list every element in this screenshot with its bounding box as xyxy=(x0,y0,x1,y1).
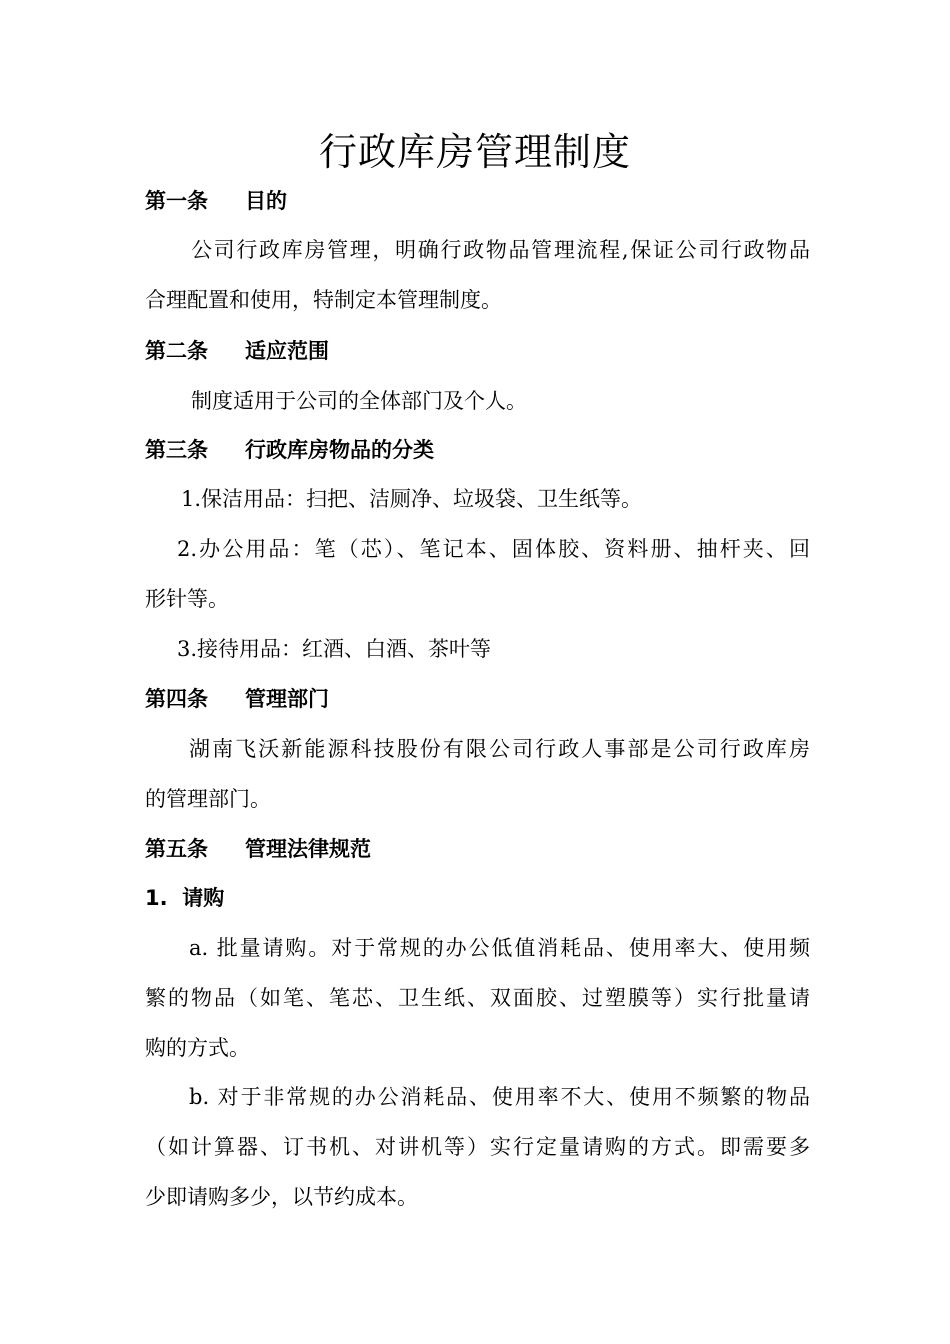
subsection-heading: 1. 请购 xyxy=(145,886,225,910)
paragraph-line: 购的方式。 xyxy=(145,1036,250,1060)
paragraph-line: 公司行政库房管理，明确行政物品管理流程,保证公司行政物品 xyxy=(191,238,810,262)
list-item-continuation: 形针等。 xyxy=(145,587,229,611)
list-item: 3.接待用品：红酒、白酒、茶叶等 xyxy=(177,637,492,661)
section-heading-1 xyxy=(145,186,810,216)
section-title: 目的 xyxy=(245,189,287,213)
list-item: 2.办公用品：笔（芯）、笔记本、固体胶、资料册、抽杆夹、回 xyxy=(177,537,810,561)
section-number: 第二条 xyxy=(145,339,208,363)
section-heading-4 xyxy=(145,684,810,714)
paragraph-line: a. 批量请购。对于常规的办公低值消耗品、使用率大、使用频 xyxy=(189,936,810,960)
section-title: 适应范围 xyxy=(245,339,329,363)
section-number: 第三条 xyxy=(145,438,208,462)
paragraph-line: （如计算器、订书机、对讲机等）实行定量请购的方式。即需要多 xyxy=(145,1135,810,1159)
paragraph-line: b. 对于非常规的办公消耗品、使用率不大、使用不频繁的物品 xyxy=(189,1085,810,1109)
section-heading-3 xyxy=(145,435,810,465)
paragraph-line: 合理配置和使用，特制定本管理制度。 xyxy=(145,288,502,312)
paragraph-line: 制度适用于公司的全体部门及个人。 xyxy=(191,389,527,413)
section-number: 第一条 xyxy=(145,189,208,213)
section-title: 行政库房物品的分类 xyxy=(245,438,434,462)
section-title: 管理法律规范 xyxy=(245,837,371,861)
paragraph-line: 湖南飞沃新能源科技股份有限公司行政人事部是公司行政库房 xyxy=(189,737,810,761)
document-title: 行政库房管理制度 xyxy=(318,130,631,174)
section-heading-5 xyxy=(145,834,810,864)
section-number: 第四条 xyxy=(145,687,208,711)
list-item: 1.保洁用品：扫把、洁厕净、垃圾袋、卫生纸等。 xyxy=(181,487,643,511)
section-title: 管理部门 xyxy=(245,687,329,711)
section-number: 第五条 xyxy=(145,837,208,861)
paragraph-line: 的管理部门。 xyxy=(145,787,271,811)
section-heading-2 xyxy=(145,336,810,366)
paragraph-line: 繁的物品（如笔、笔芯、卫生纸、双面胶、过塑膜等）实行批量请 xyxy=(145,986,810,1010)
paragraph-line: 少即请购多少，以节约成本。 xyxy=(145,1185,418,1209)
